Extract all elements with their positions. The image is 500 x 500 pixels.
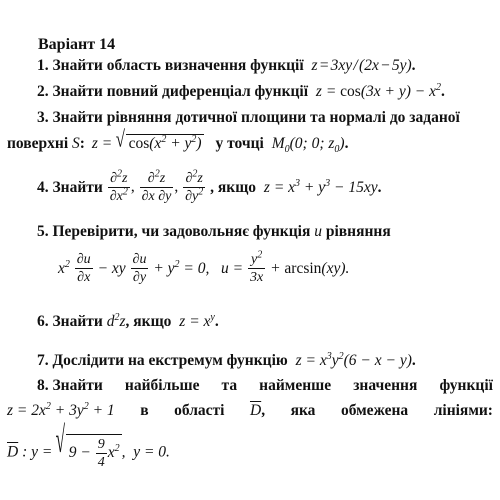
task-5 <box>37 224 391 240</box>
task-3-end: . <box>344 135 349 152</box>
task-8-region-symbol: $\overline{D}$, <box>249 402 266 419</box>
task-8-word-which: яка <box>290 402 316 419</box>
task-5-text: Перевірити, чи задовольняє функція <box>52 223 311 240</box>
task-5-text-2: рівняння <box>325 223 391 240</box>
task-2-formula: $z = \cos(3x + y) - x^2$ <box>315 81 441 100</box>
task-7-number: 7. <box>37 352 49 369</box>
task-6-formula: $z = x^y$ <box>179 311 215 330</box>
task-5-equation: $x^2$ $\frac{\partial u}{\partial x}$ − xy $\frac{\partial u}{\partial y}$ + $y^2 = 0$, u = $\frac{y^2}{3x}$ + arcsin(xy). <box>58 249 350 285</box>
task-8-region: $\overline{D}$ : y = √ 9 − $\frac{9}{4}$ $x^2$ , y = 0. <box>7 420 170 470</box>
task-7 <box>37 350 416 369</box>
task-8-word-bounded: обмежена <box>340 402 409 419</box>
task-4-number: 4. <box>37 178 49 196</box>
task-4 <box>37 168 382 204</box>
variant-title: Варіант 14 <box>38 36 116 53</box>
task-3-text-surface: поверхні <box>7 135 69 152</box>
task-8-word-region: області <box>174 402 225 419</box>
task-4-condition: , якщо <box>210 178 257 196</box>
task-8-word-5: значення <box>353 377 418 394</box>
task-8-word-2: найбільше <box>124 377 200 394</box>
task-5-variable: u <box>314 223 322 240</box>
task-4-text: Знайти <box>52 178 103 196</box>
task-3-line-1 <box>37 110 493 126</box>
task-8-word-6: функції <box>439 377 493 394</box>
task-6-number: 6. <box>37 313 49 330</box>
task-5-number: 5. <box>37 223 49 240</box>
task-3-line-2: поверхні S: z = √ $\cos(x^2 + y^2)$ у точці $M_0(0$; 0; $z_0$). <box>7 126 349 156</box>
task-7-text: Дослідити на екстремум функцію <box>52 352 288 369</box>
task-6-end: . <box>214 313 219 330</box>
task-8-word-in: в <box>140 402 149 419</box>
task-6 <box>37 311 219 330</box>
task-2-text: Знайти повний диференціал функції <box>52 83 309 100</box>
task-8-word-lines: лініями: <box>433 402 493 419</box>
task-3-formula: z = √ $\cos(x^2 + y^2)$ <box>91 126 202 153</box>
task-6-text: Знайти <box>52 313 103 330</box>
task-1-end: . <box>411 57 416 74</box>
task-3-surface-symbol: S <box>72 135 80 152</box>
task-8-formula: $z = 2x^2 + 3y^2 + 1$ <box>7 400 115 419</box>
task-2-number: 2. <box>37 83 49 100</box>
task-1 <box>37 58 416 74</box>
task-3-text: Знайти рівняння дотичної площини та нормалі до заданої <box>52 109 460 126</box>
task-2-end: . <box>440 83 445 100</box>
task-3-point: $M_0(0$; 0; $z_0$) <box>271 135 345 156</box>
task-6-target: $d^2z$ <box>106 311 126 330</box>
task-2 <box>37 81 445 100</box>
task-3-number: 3. <box>37 109 49 126</box>
task-8-word-4: найменше <box>259 377 332 394</box>
task-8-number-word: 8. Знайти <box>37 377 103 394</box>
task-8-line-1 <box>37 378 493 394</box>
task-7-formula: $z = x^3y^2(6 - x - y)$ <box>295 350 412 369</box>
task-4-derivatives: $\frac{\partial^2z}{\partial x^2}$ , $\frac{\partial^2z}{\partial x \partial y}$ , $\frac{\partial^2z}{\partial y^2}$ <box>109 168 204 204</box>
task-8-word-3: та <box>221 377 238 394</box>
task-4-end: . <box>377 178 382 196</box>
task-1-number: 1. <box>37 57 49 74</box>
task-4-formula: $z = x^3 + y^3 - 15xy$ <box>263 177 378 196</box>
task-8-line-2 <box>7 400 493 419</box>
task-1-text: Знайти область визначення функції <box>52 57 304 74</box>
task-3-text-point: у точці <box>215 135 264 152</box>
task-1-formula: z = 3xy / (2x − 5y) <box>311 57 412 74</box>
task-6-condition: , якщо <box>125 313 172 330</box>
task-7-end: . <box>411 352 416 369</box>
